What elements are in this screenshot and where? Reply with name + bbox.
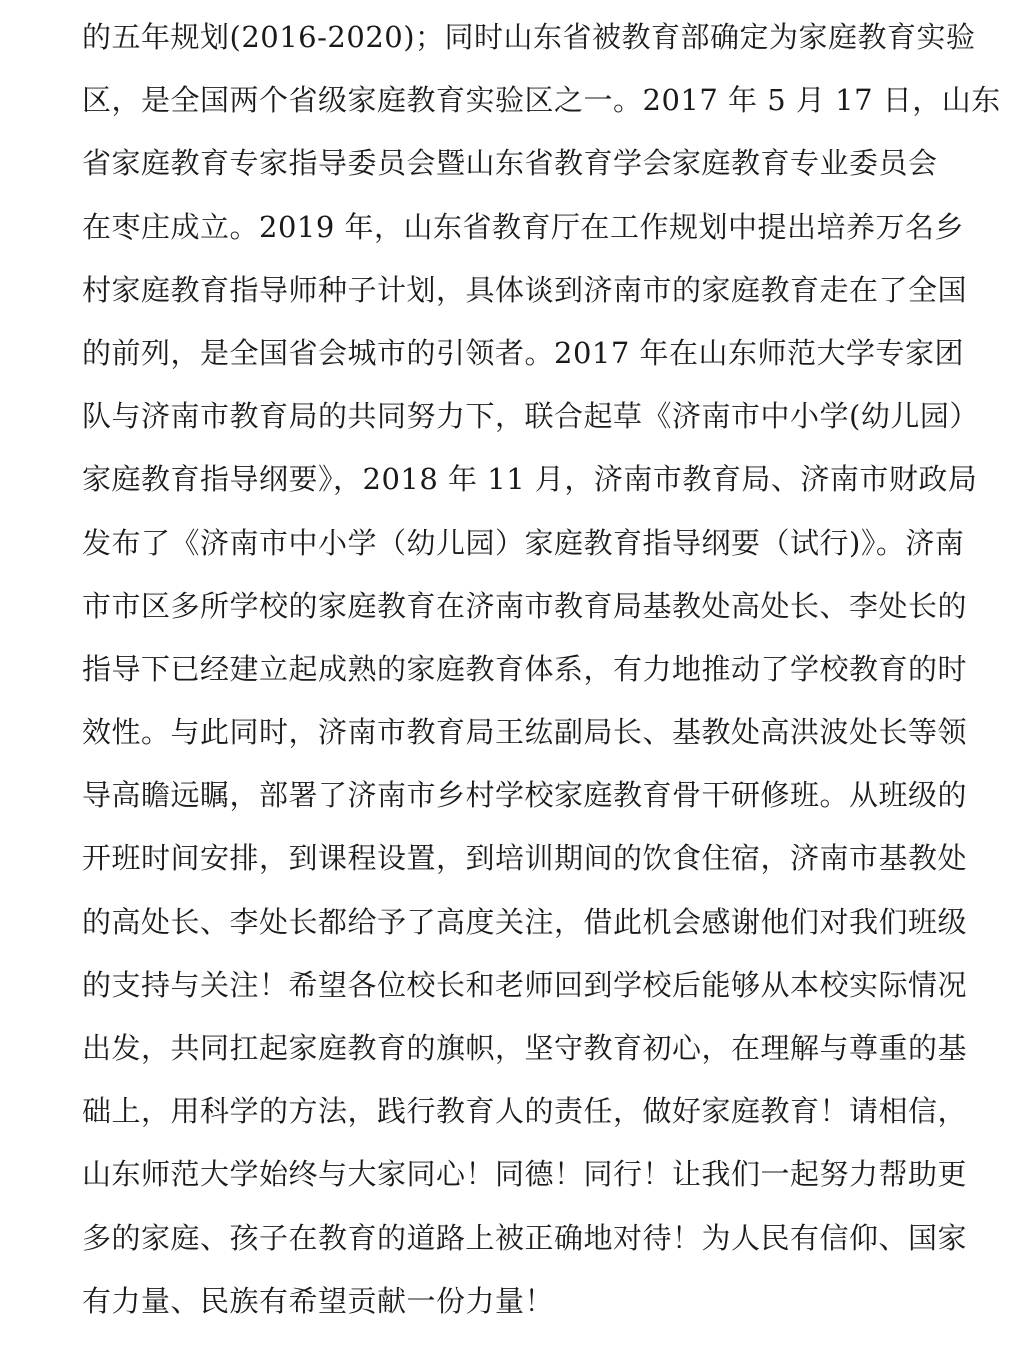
body-paragraph (82, 6, 1001, 1333)
text-line: 开班时间安排，到课程设置，到培训期间的饮食住宿，济南市基教处 (82, 841, 968, 876)
text-line: 效性。与此同时，济南市教育局王纮副局长、基教处高洪波处长等领 (82, 715, 968, 750)
text-line: 区，是全国两个省级家庭教育实验区之一。2017 年 5 月 17 日，山东 (82, 83, 1001, 118)
text-line: 市市区多所学校的家庭教育在济南市教育局基教处高处长、李处长的 (82, 588, 968, 623)
text-line: 的前列，是全国省会城市的引领者。2017 年在山东师范大学专家团 (82, 335, 965, 370)
text-line: 的高处长、李处长都给予了高度关注，借此机会感谢他们对我们班级 (82, 904, 968, 939)
text-line: 指导下已经建立起成熟的家庭教育体系，有力地推动了学校教育的时 (82, 651, 968, 686)
text-line: 有力量、民族有希望贡献一份力量！ (82, 1283, 555, 1318)
text-line: 村家庭教育指导师种子计划，具体谈到济南市的家庭教育走在了全国 (82, 272, 968, 307)
text-line: 多的家庭、孩子在教育的道路上被正确地对待！为人民有信仰、国家 (82, 1220, 968, 1255)
text-line: 出发，共同扛起家庭教育的旗帜，坚守教育初心，在理解与尊重的基 (82, 1031, 968, 1065)
text-line: 省家庭教育专家指导委员会暨山东省教育学会家庭教育专业委员会 (82, 146, 938, 181)
text-line: 础上，用科学的方法，践行教育人的责任，做好家庭教育！请相信， (82, 1094, 968, 1129)
text-line: 的五年规划(2016-2020)；同时山东省被教育部确定为家庭教育实验 (82, 20, 976, 54)
text-line: 在枣庄成立。2019 年，山东省教育厅在工作规划中提出培养万名乡 (82, 209, 965, 244)
text-line: 导高瞻远瞩，部署了济南市乡村学校家庭教育骨干研修班。从班级的 (82, 778, 968, 813)
text-line: 队与济南市教育局的共同努力下，联合起草《济南市中小学(幼儿园） (82, 399, 979, 434)
text-line: 家庭教育指导纲要》，2018 年 11 月，济南市教育局、济南市财政局 (82, 462, 978, 497)
text-line: 山东师范大学始终与大家同心！同德！同行！让我们一起努力帮助更 (82, 1157, 968, 1192)
text-line: 发布了《济南市中小学（幼儿园）家庭教育指导纲要（试行)》。济南 (82, 525, 965, 560)
text-line: 的支持与关注！希望各位校长和老师回到学校后能够从本校实际情况 (82, 967, 968, 1002)
